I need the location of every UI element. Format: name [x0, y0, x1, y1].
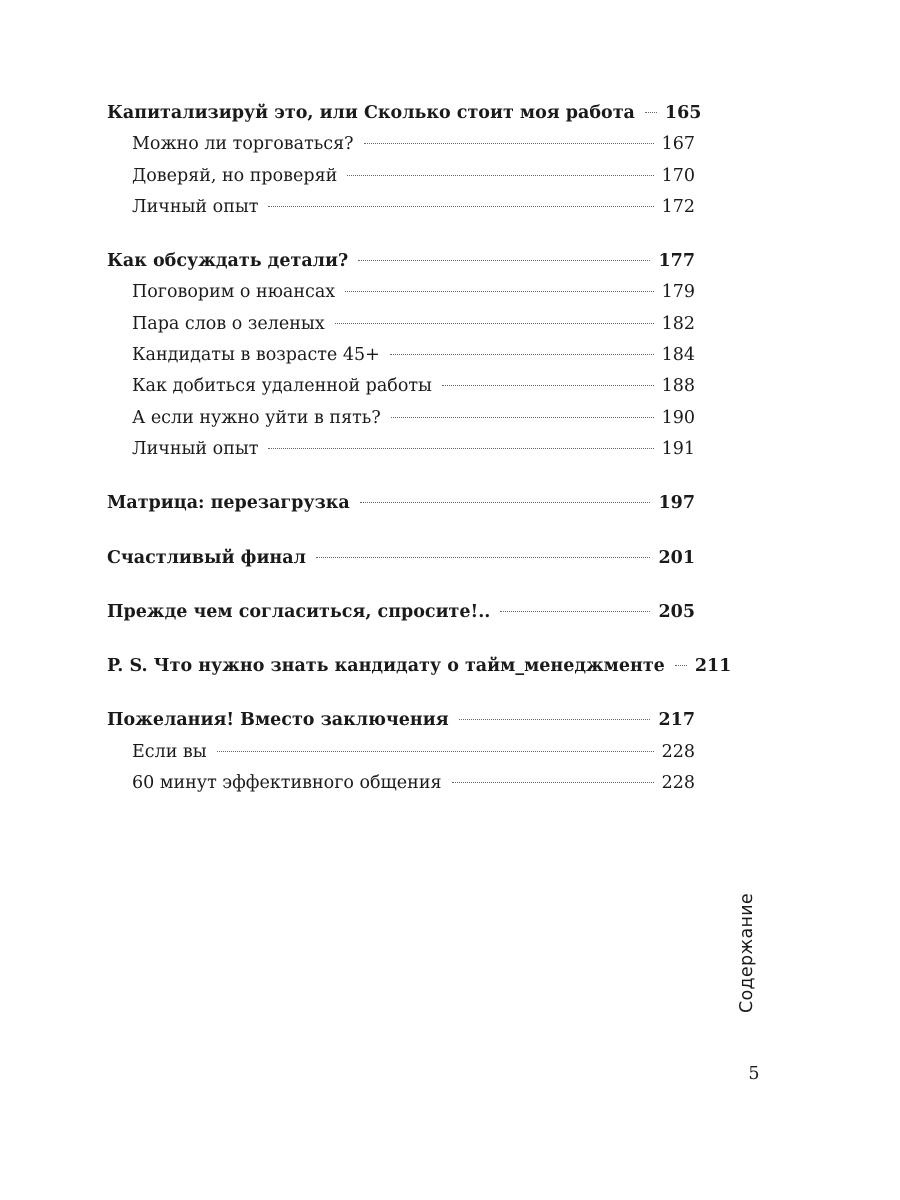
subsection-page: 184 [661, 345, 695, 366]
toc-subsection-row[interactable] [107, 161, 695, 192]
dot-leader [459, 719, 651, 720]
subsection-title: Как добиться удаленной работы [132, 376, 432, 397]
subsection-page: 170 [661, 165, 695, 186]
toc-chapter-row[interactable] [107, 705, 695, 736]
toc-chapter-row[interactable] [107, 98, 702, 129]
chapter-page: 165 [664, 103, 702, 123]
dot-leader [217, 751, 654, 752]
dot-leader [268, 448, 653, 449]
dot-leader [442, 385, 654, 386]
toc-subsection-row[interactable] [107, 434, 695, 465]
chapter-page: 177 [658, 251, 695, 272]
subsection-title: Кандидаты в возрасте 45+ [132, 345, 380, 366]
subsection-page: 172 [661, 196, 695, 217]
dot-leader [345, 291, 653, 292]
subsection-title: Личный опыт [132, 438, 259, 459]
toc-chapter-row[interactable] [107, 597, 695, 628]
toc-chapter-row[interactable] [107, 488, 695, 519]
toc-subsection-row[interactable] [107, 737, 695, 768]
subsection-page: 182 [661, 313, 695, 334]
chapter-page: 211 [694, 656, 732, 677]
toc-section [107, 597, 695, 628]
subsection-page: 191 [661, 438, 695, 459]
table-of-contents [107, 98, 732, 822]
chapter-title: Матрица: перезагрузка [107, 493, 350, 514]
dot-leader [390, 354, 654, 355]
chapter-page: 217 [658, 710, 695, 731]
toc-subsection-row[interactable] [107, 768, 695, 799]
toc-section [107, 98, 702, 223]
subsection-page: 190 [661, 407, 695, 428]
subsection-title: Можно ли торговаться? [132, 134, 354, 155]
dot-leader [364, 143, 654, 144]
toc-subsection-row[interactable] [107, 129, 695, 160]
toc-subsection-row[interactable] [107, 371, 695, 402]
chapter-title: Как обсуждать детали? [107, 251, 349, 272]
dot-leader [675, 665, 687, 666]
subsection-title: 60 минут эффективного общения [132, 773, 442, 794]
toc-chapter-row[interactable] [107, 246, 695, 277]
subsection-page: 228 [661, 773, 695, 794]
toc-subsection-row[interactable] [107, 192, 695, 223]
dot-leader [316, 557, 651, 558]
dot-leader [452, 782, 654, 783]
toc-section [107, 543, 695, 574]
toc-chapter-row[interactable] [107, 651, 732, 682]
dot-leader [391, 417, 654, 418]
chapter-page: 197 [658, 493, 695, 514]
subsection-title: Поговорим о нюансах [132, 282, 336, 303]
dot-leader [645, 112, 657, 113]
dot-leader [347, 175, 653, 176]
dot-leader [500, 611, 650, 612]
toc-subsection-row[interactable] [107, 403, 695, 434]
subsection-page: 188 [661, 376, 695, 397]
toc-section [107, 246, 695, 465]
running-head: Содержание [737, 893, 757, 1013]
toc-section [107, 705, 695, 799]
subsection-page: 167 [661, 134, 695, 155]
toc-subsection-row[interactable] [107, 309, 695, 340]
chapter-title: P. S. Что нужно знать кандидату о тайм_менеджменте [107, 656, 665, 677]
subsection-page: 228 [661, 741, 695, 762]
chapter-title: Прежде чем согласиться, спросите!.. [107, 601, 491, 622]
chapter-title: Пожелания! Вместо заключения [107, 710, 449, 731]
subsection-title: Доверяй, но проверяй [132, 165, 338, 186]
toc-section [107, 651, 732, 682]
subsection-title: Личный опыт [132, 196, 259, 217]
toc-subsection-row[interactable] [107, 340, 695, 371]
chapter-page: 205 [658, 601, 695, 622]
subsection-page: 179 [661, 282, 695, 303]
dot-leader [358, 260, 650, 261]
subsection-title: Пара слов о зеленых [132, 313, 325, 334]
chapter-title: Счастливый финал [107, 547, 306, 568]
dot-leader [360, 502, 651, 503]
subsection-title: А если нужно уйти в пять? [132, 407, 381, 428]
chapter-page: 201 [658, 547, 695, 568]
toc-chapter-row[interactable] [107, 543, 695, 574]
toc-section [107, 488, 695, 519]
dot-leader [335, 323, 654, 324]
subsection-title: Если вы [132, 741, 207, 762]
chapter-title: Капитализируй это, или Сколько стоит моя работа [107, 103, 635, 123]
page-number: 5 [748, 1064, 760, 1084]
dot-leader [268, 206, 653, 207]
toc-subsection-row[interactable] [107, 277, 695, 308]
